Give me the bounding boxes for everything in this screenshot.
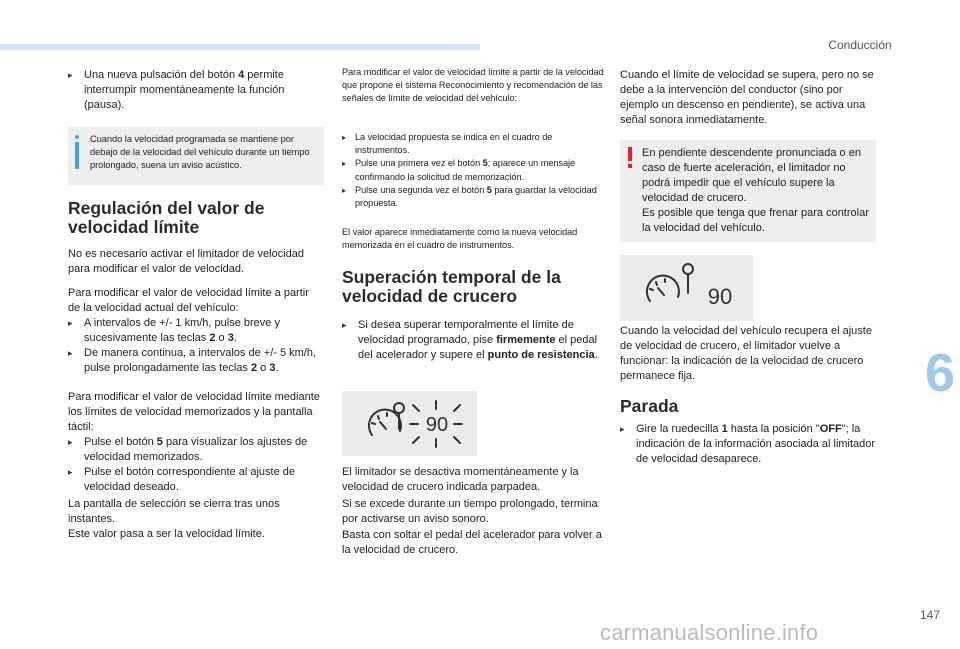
paragraph: Cuando el límite de velocidad se supera, pero no se debe a la intervención del conductor (sino por ejemplo un descenso en pendiente), se activa una señal sonora inmediatamente. [620,69,874,126]
info-note-box [68,127,324,185]
triangle-bullet-icon: ▸ [68,437,73,447]
list-item: ▸ Pulse el botón correspondiente al ajuste de velocidad deseado. [68,466,295,493]
triangle-bullet-icon: ▸ [342,159,346,169]
override-bullet-list [342,318,604,363]
list-item: ▸ De manera continua, a intervalos de +/- 5 km/h, pulse prolongadamente las teclas 2 o 3. [68,347,317,374]
list-item: ▸ A intervalos de +/- 1 km/h, pulse breve y sucesivamente las teclas 2 o 3. [68,317,280,344]
small-paragraph: El valor aparece inmediatamente como la nueva velocidad memorizada en el cuadro de instrumentos. [342,227,578,251]
warning-icon [628,147,633,169]
header-bar [0,44,480,50]
list-item: ▸ Gire la ruedecilla 1 hasta la posición "OFF"; la indicación de la información asociada al limitador de velocidad desaparece. [620,423,876,465]
triangle-bullet-icon: ▸ [68,467,73,477]
paragraph: Si se excede durante un tiempo prolongado, termina por activarse un aviso sonoro. [342,498,598,525]
info-note-text: Cuando la velocidad programada se mantiene por debajo de la velocidad del vehículo durante un tiempo prolongado, suena un aviso acústico. [90,134,310,171]
speedometer-icon [620,255,753,321]
section-heading: Parada [620,396,679,416]
list-item: ▸ Pulse el botón 5 para visualizar los ajustes de velocidad memorizados. [68,436,308,463]
info-icon [75,135,79,169]
section-heading: Regulación del valor de velocidad límite [68,198,265,237]
paragraph: Para modificar el valor de velocidad límite mediante los límites de velocidad memorizados y la pantalla táctil: [68,391,320,433]
list-item: ▸ La velocidad propuesta se indica en el cuadro de instrumentos. [342,132,553,156]
recommendation-bullet-list [342,131,604,210]
triangle-bullet-icon: ▸ [342,133,346,142]
watermark: carmanualsonline.info [600,620,819,645]
page-number: 147 [920,608,941,622]
chapter-tab-number: 6 [925,343,956,403]
triangle-bullet-icon: ▸ [342,185,346,195]
list-item: ▸ Pulse una segunda vez el botón 5 para guardar la velocidad propuesta. [342,184,597,209]
list-item: ▸ Una nueva pulsación del botón 4 permite interrumpir momentáneamente la función (pausa). [68,69,285,111]
gauge-value: 90 [425,414,449,436]
paragraph: Basta con soltar el pedal del acelerador para volver a la velocidad de crucero. [342,529,602,556]
triangle-bullet-icon: ▸ [68,70,73,80]
paragraph: Cuando la velocidad del vehículo recupera el ajuste de velocidad de crucero, el limitador vuelve a funcionar: la indicación de la velocidad de crucero permanece fija. [620,325,872,382]
triangle-bullet-icon: ▸ [342,320,347,330]
gauge-value: 90 [707,284,733,309]
warning-text: En pendiente descendente pronunciada o en caso de fuerte aceleración, el limitador no podrá impedir que el vehículo supere la velocidad de crucero. [642,147,861,204]
stop-bullet-list [620,422,876,467]
triangle-bullet-icon: ▸ [620,424,625,434]
small-paragraph: Para modificar el valor de velocidad límite a partir de la velocidad que propone el sistema Reconocimiento y recomendación de las señales de límite de velocidad del vehículo: [342,67,604,104]
paragraph: Este valor pasa a ser la velocidad límite. [68,528,265,540]
paragraph: La pantalla de selección se cierra tras unos instantes. [68,498,280,525]
triangle-bullet-icon: ▸ [68,318,73,328]
list-item: ▸ Si desea superar temporalmente el límite de velocidad programado, pise firmemente el pedal del acelerador y supere el punto de resistencia. [342,319,598,361]
section-heading: Superación temporal de la velocidad de crucero [342,267,561,306]
section-title: Conducción [828,38,892,52]
flashing-speed-display [342,391,477,456]
paragraph: Para modificar el valor de velocidad límite a partir de la velocidad actual del vehículo: [68,287,309,314]
list-item: ▸ Pulse una primera vez el botón 5; aparece un mensaje confirmando la solicitud de memorización. [342,158,576,182]
pause-bullet-list [68,68,324,113]
triangle-bullet-icon: ▸ [68,348,73,358]
paragraph: No es necesario activar el limitador de velocidad para modificar el valor de velocidad. [68,248,305,275]
adjust-bullet-list [68,316,324,376]
fixed-speed-display [620,255,753,321]
warning-text: Es posible que tenga que frenar para controlar la velocidad del vehículo. [642,207,869,234]
touchscreen-bullet-list [68,435,324,495]
paragraph: El limitador se desactiva momentáneamente y la velocidad de crucero indicada parpadea. [342,466,579,493]
warning-box [620,140,876,242]
speedometer-icon [342,391,477,456]
